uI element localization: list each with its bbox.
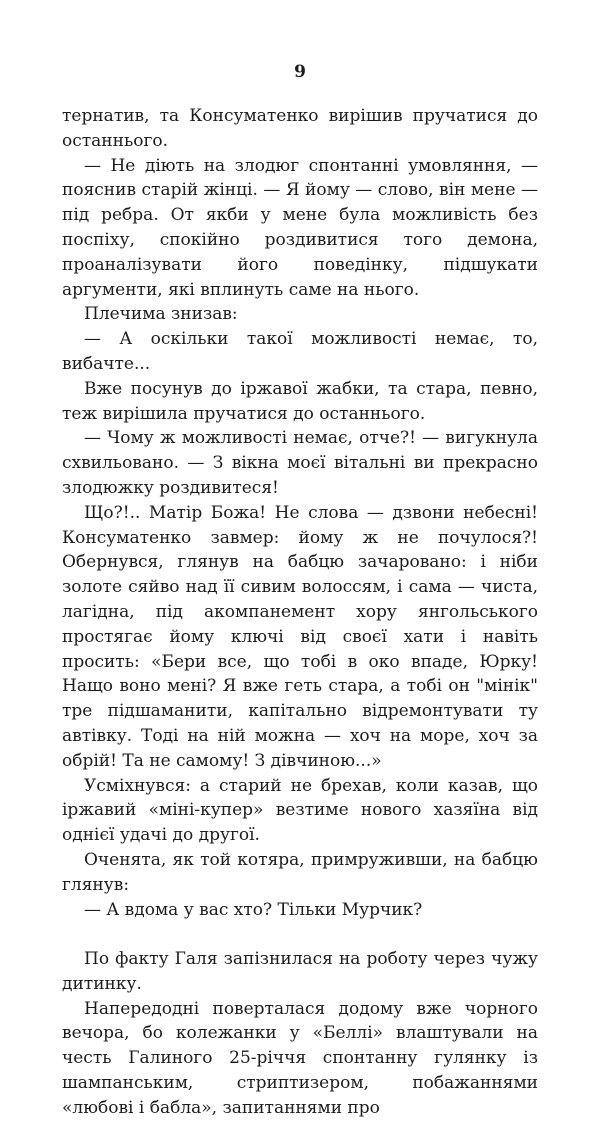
page-number: 9: [294, 62, 306, 82]
paragraph: Напередодні поверталася додому вже чорного вечора, бо колежанки у «Беллі» влаштували на честь Галиного 25-річчя спонтанну гулянку із шампанським, стриптизером, побажаннями «любові і бабла», запитаннями про: [62, 998, 538, 1118]
paragraph: По факту Галя запізнилася на роботу через чужу дитинку.: [62, 949, 538, 994]
paragraph: Усміхнувся: а старий не брехав, коли казав, що іржавий «міні-купер» везтиме нового хазяїна від однієї удачі до другої.: [62, 775, 538, 846]
body-text: [62, 104, 538, 1121]
paragraph: Що?!.. Матір Божа! Не слова — дзвони небесні! Консуматенко завмер: йому ж не почулося?! Обернувся, глянув на бабцю зачаровано: і ніби золоте сяйво над її сивим волоссям, і сама — чиста, лагідна, під акомпанемент хору янгольського простягає йому ключі від своєї хати і навіть просить: «Бери все, що тобі в око впаде, Юрку! Нащо воно мені? Я вже геть стара, а тобі он "мінік" тре підшаманити, капітально відремонтувати ту автівку. Тоді на ній можна — хоч на море, хоч за обрій! Та не самому! З дівчиною...»: [62, 502, 538, 771]
paragraph: Вже посунув до іржавої жабки, та стара, певно, теж вирішила пручатися до останнього.: [62, 378, 538, 424]
paragraph: тернатив, та Консуматенко вирішив пручатися до останнього.: [62, 106, 538, 151]
paragraph: Плечима знизав:: [84, 304, 238, 325]
paragraph: — А вдома у вас хто? Тільки Мурчик?: [84, 899, 423, 920]
paragraph: — Не діють на злодюг спонтанні умовляння, — пояснив старій жінці. — Я йому — слово, він мене — під ребра. От якби у мене була можливість без поспіху, спокійно роздивитися того демона, проаналізувати його поведінку, підшукати аргументи, які вплинуть саме на нього.: [62, 155, 538, 300]
paragraph: Оченята, як той котяра, примруживши, на бабцю глянув:: [62, 849, 538, 895]
paragraph: — А оскільки такої можливості немає, то, вибачте...: [62, 329, 538, 374]
paragraph: — Чому ж можливості немає, отче?! — вигукнула схвильовано. — З вікна моєї вітальні ви прекрасно злодюжку роздивитеся!: [62, 428, 538, 498]
